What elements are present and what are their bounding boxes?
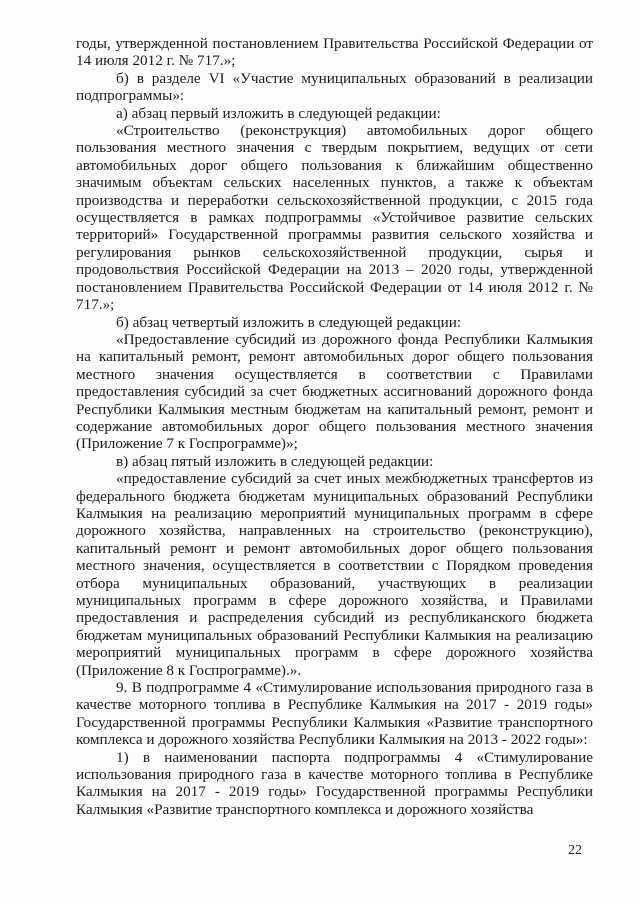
paragraph-6: «Предоставление субсидий из дорожного фонда Республики Калмыкия на капитальный ремонт, ремонт автомобильных дорог общего пользования местного значения осуществляется в соответствии с Правилами предоставления субсидий за счет бюджетных ассигнований дорожного фонда Республики Калмыкия местным бюджетам на капитальный ремонт, ремонт и содержание автомобильных дорог общего пользования местного значения (Приложение 7 к Госпрограмме)»;: [76, 330, 593, 453]
paragraph-2: б) в разделе VI «Участие муниципальных образований в реализации подпрограммы»:: [76, 69, 593, 105]
paragraph-9: 9. В подпрограмме 4 «Стимулирование использования природного газа в качестве моторного топлива в Республике Калмыкия на 2017 - 2019 годы» Государственной программы Республики Калмыкия «Развитие транспортного комплекса и дорожного хозяйства Республики Калмыкия на 2013 - 2022 годы»:: [76, 679, 593, 749]
paragraph-8: «предоставление субсидий за счет иных межбюджетных трансфертов из федерального бюджета бюджетам муниципальных образований Республики Калмыкия на реализацию мероприятий муниципальных программ в сфере дорожного хозяйства, направленных на строительство (реконструкцию), капитальный ремонт и ремонт автомобильных дорог общего пользования местного значения, осуществляется в соответствии с Порядком проведения отбора муниципальных образований, участвующих в реализации муниципальных программ в сфере дорожного хозяйства, и Правилами предоставления и распределения субсидий из республиканского бюджета бюджетам муниципальных образований Республики Калмыкия на реализацию мероприятий муниципальных программ в сфере дорожного хозяйства (Приложение 8 к Госпрограмме).».: [76, 470, 593, 679]
paragraph-3: а) абзац первый изложить в следующей редакции:: [116, 104, 441, 122]
page-number: 22: [568, 843, 582, 858]
paragraph-4: «Строительство (реконструкция) автомобильных дорог общего пользования местного значения с твердым покрытием, ведущих от сети автомобильных дорог общего пользования к ближайшим общественно значимым объектам сельских населенных пунктов, а также к объектам производства и переработки сельскохозяйственной продукции, с 2015 года осуществляется в рамках подпрограммы «Устойчивое развитие сельских территорий» Государственной программы развития сельского хозяйства и регулирования рынков сельскохозяйственной продукции, сырья и продовольствия Российской Федерации на 2013 – 2020 годы, утвержденной постановлением Правительства Российской Федерации от 14 июля 2012 г. № 717.»;: [76, 122, 593, 314]
paragraph-1: годы, утвержденной постановлением Правительства Российской Федерации от 14 июля 2012 г. № 717.»;: [76, 35, 593, 70]
paragraph-5: б) абзац четвертый изложить в следующей редакции:: [116, 313, 462, 331]
paragraph-10: 1) в наименовании паспорта подпрограммы 4 «Стимулирование использования природного газа в качестве моторного топлива в Республике Калмыкия на 2017 - 2019 годы» Государственной программы Республики Калмыкия «Развитие транспортного комплекса и дорожного хозяйства: [76, 748, 593, 818]
paragraph-7: в) абзац пятый изложить в следующей редакции:: [116, 452, 434, 470]
document-body: [76, 35, 593, 818]
